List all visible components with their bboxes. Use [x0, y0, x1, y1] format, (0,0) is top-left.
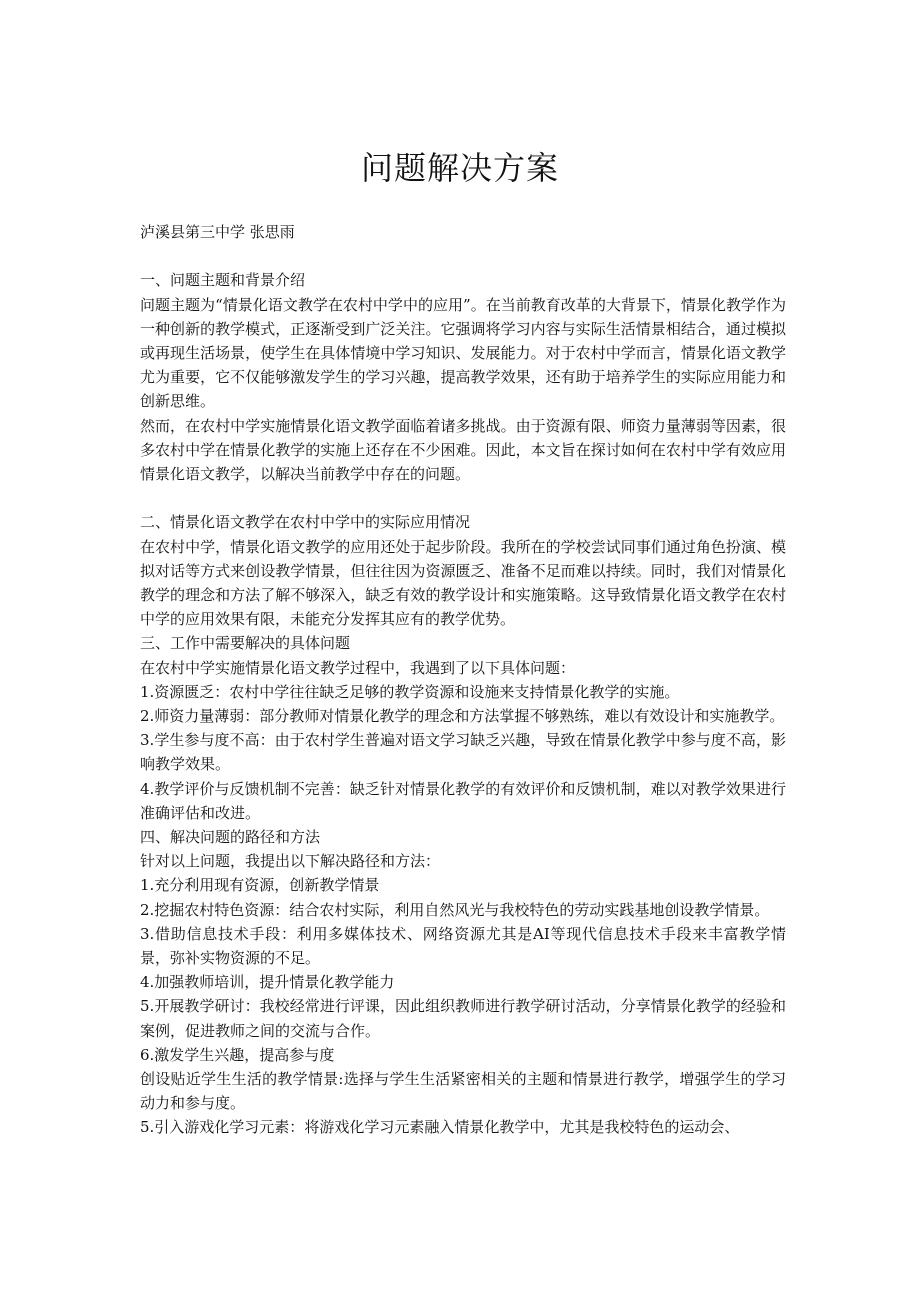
list-item: 4.教学评价与反馈机制不完善：缺乏针对情景化教学的有效评价和反馈机制，难以对教学效果进行准确评估和改进。: [140, 779, 786, 822]
list-item: 4.加强教师培训，提升情景化教学能力: [140, 973, 395, 992]
list-item: 2.挖掘农村特色资源：结合农村实际，利用自然风光与我校特色的劳动实践基地创设教学情景。: [140, 900, 770, 919]
list-item: 2.师资力量薄弱：部分教师对情景化教学的理念和方法掌握不够熟练，难以有效设计和实施教学。: [140, 707, 785, 726]
list-item: 3.学生参与度不高：由于农村学生普遍对语文学习缺乏兴趣，导致在情景化教学中参与度不高，影响教学效果。: [140, 731, 786, 774]
author-line: 泸溪县第三中学 张思雨: [140, 223, 295, 241]
section-heading-2: 二、情景化语文教学在农村中学中的实际应用情况: [140, 513, 471, 532]
paragraph: 问题主题为“情景化语文教学在农村中学中的应用”。在当前教育改革的大背景下，情景化教学作为一种创新的教学模式，正逐渐受到广泛关注。它强调将学习内容与实际生活情景相结合，通过模拟或再现生活场景，使学生在具体情境中学习知识、发展能力。对于农村中学而言，情景化语文教学尤为重要，它不仅能够激发学生的学习兴趣，提高教学效果，还有助于培养学生的实际应用能力和创新思维。: [140, 295, 786, 411]
list-item: 5.引入游戏化学习元素：将游戏化学习元素融入情景化教学中，尤其是我校特色的运动会、: [140, 1118, 740, 1137]
blank-line: [140, 486, 786, 510]
list-item: 6.激发学生兴趣，提高参与度: [140, 1045, 335, 1064]
section-heading-1: 一、问题主题和背景介绍: [140, 271, 306, 290]
page-title: 问题解决方案: [360, 149, 559, 187]
document-body: [140, 220, 786, 1140]
paragraph: 针对以上问题，我提出以下解决路径和方法：: [140, 852, 441, 871]
list-item: 1.充分利用现有资源，创新教学情景: [140, 876, 380, 895]
list-item: 1.资源匮乏：农村中学往往缺乏足够的教学资源和设施来支持情景化教学的实施。: [140, 682, 680, 701]
list-item: 5.开展教学研讨：我校经常进行评课，因此组织教师进行教学研讨活动，分享情景化教学的经验和案例，促进教师之间的交流与合作。: [140, 997, 786, 1040]
blank-line: [140, 244, 786, 268]
list-item: 3.借助信息技术手段：利用多媒体技术、网络资源尤其是AI等现代信息技术手段来丰富教学情景，弥补实物资源的不足。: [140, 924, 786, 968]
paragraph: 创设贴近学生生活的教学情景:选择与学生生活紧密相关的主题和情景进行教学，增强学生的学习动力和参与度。: [140, 1070, 786, 1113]
section-heading-4: 四、解决问题的路径和方法: [140, 828, 321, 847]
section-heading-3: 三、工作中需要解决的具体问题: [140, 634, 351, 653]
paragraph: 然而，在农村中学实施情景化语文教学面临着诸多挑战。由于资源有限、师资力量薄弱等因素，很多农村中学在情景化教学的实施上还存在不少困难。因此，本文旨在探讨如何在农村中学有效应用情景化语文教学，以解决当前教学中存在的问题。: [140, 416, 786, 484]
paragraph: 在农村中学，情景化语文教学的应用还处于起步阶段。我所在的学校尝试同事们通过角色扮演、模拟对话等方式来创设教学情景，但往往因为资源匮乏、准备不足而难以持续。同时，我们对情景化教学的理念和方法了解不够深入，缺乏有效的教学设计和实施策略。这导致情景化语文教学在农村中学的应用效果有限，未能充分发挥其应有的教学优势。: [140, 537, 786, 629]
paragraph: 在农村中学实施情景化语文教学过程中，我遇到了以下具体问题：: [140, 658, 576, 677]
